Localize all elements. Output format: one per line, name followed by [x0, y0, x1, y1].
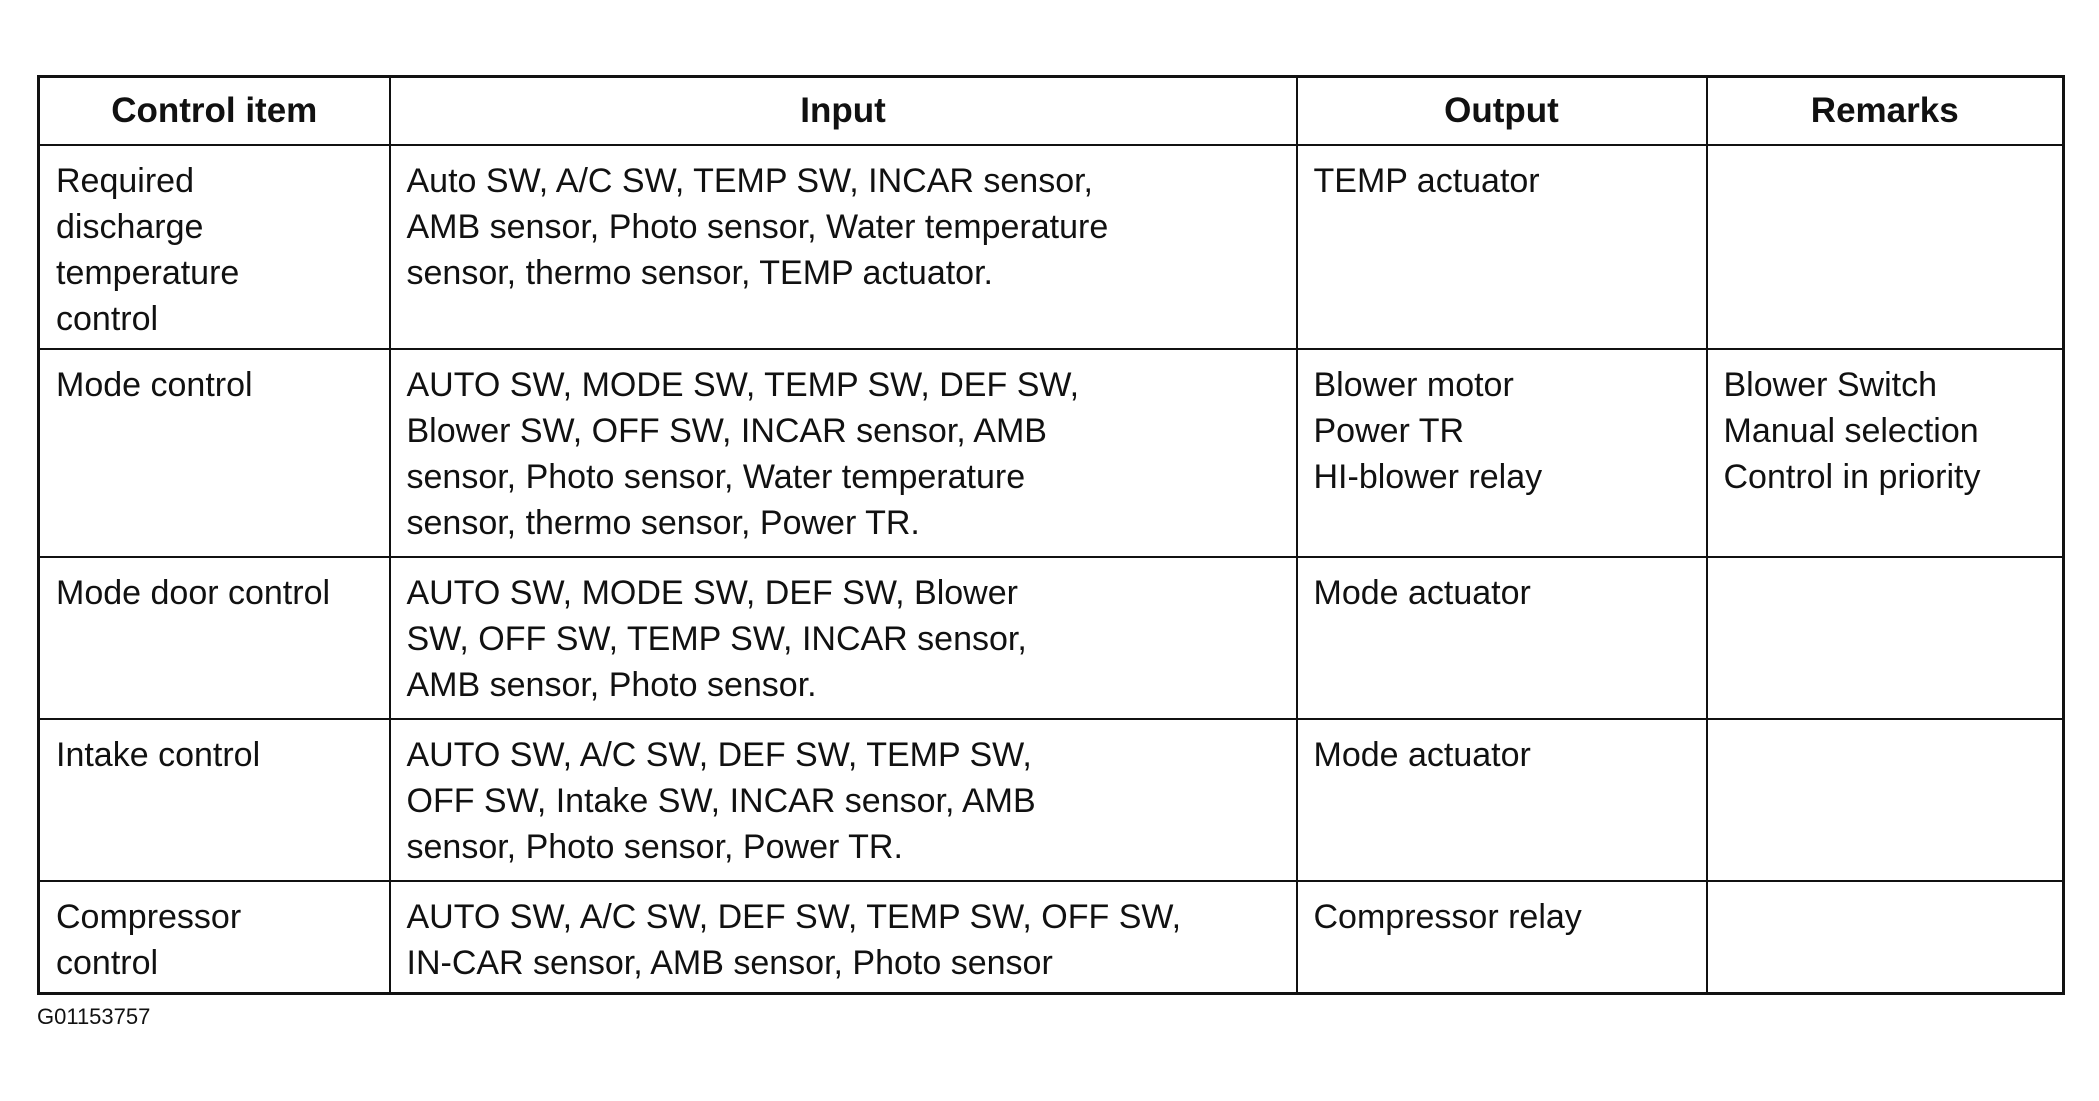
- table-row: [39, 349, 2064, 557]
- cell-input: [390, 557, 1297, 719]
- cell-line: AUTO SW, A/C SW, DEF SW, TEMP SW, OFF SW,: [406, 898, 1182, 936]
- header-output: Output: [1297, 77, 1707, 146]
- cell-input: [390, 145, 1297, 349]
- header-control-item: Control item: [39, 77, 390, 146]
- cell-remarks: [1707, 881, 2064, 994]
- cell-line: SW, OFF SW, TEMP SW, INCAR sensor,: [406, 620, 1027, 658]
- cell-line: Manual selection: [1723, 412, 1979, 450]
- cell-output: [1297, 145, 1707, 349]
- cell-line: OFF SW, Intake SW, INCAR sensor, AMB: [406, 782, 1036, 820]
- cell-output: [1297, 719, 1707, 881]
- cell-line: Required: [56, 162, 194, 200]
- cell-line: AUTO SW, MODE SW, DEF SW, Blower: [406, 574, 1018, 612]
- control-table: [37, 75, 2065, 995]
- cell-line: Mode actuator: [1313, 736, 1531, 774]
- cell-line: TEMP actuator: [1313, 162, 1540, 200]
- cell-line: discharge: [56, 208, 204, 246]
- cell-line: Compressor: [56, 898, 242, 936]
- cell-line: Control in priority: [1723, 458, 1981, 496]
- cell-line: sensor, Photo sensor, Water temperature: [406, 458, 1026, 496]
- cell-line: sensor, Photo sensor, Power TR.: [406, 828, 903, 866]
- cell-line: control: [56, 300, 159, 338]
- table-header-row: [39, 77, 2064, 146]
- cell-control-item: [39, 881, 390, 994]
- cell-output: [1297, 557, 1707, 719]
- table-row: [39, 881, 2064, 994]
- cell-line: Auto SW, A/C SW, TEMP SW, INCAR sensor,: [406, 162, 1094, 200]
- cell-line: temperature: [56, 254, 240, 292]
- cell-remarks: [1707, 349, 2064, 557]
- cell-line: Mode door control: [56, 574, 331, 612]
- cell-control-item: [39, 349, 390, 557]
- cell-remarks: [1707, 557, 2064, 719]
- cell-line: Compressor relay: [1313, 898, 1582, 936]
- cell-output: [1297, 349, 1707, 557]
- cell-line: Mode control: [56, 366, 253, 404]
- cell-output: [1297, 881, 1707, 994]
- cell-remarks: [1707, 145, 2064, 349]
- cell-line: AMB sensor, Photo sensor.: [406, 666, 817, 704]
- cell-input: [390, 881, 1297, 994]
- cell-line: Mode actuator: [1313, 574, 1531, 612]
- header-input: Input: [390, 77, 1297, 146]
- cell-line: IN-CAR sensor, AMB sensor, Photo sensor: [406, 944, 1053, 982]
- cell-line: sensor, thermo sensor, Power TR.: [406, 504, 920, 542]
- cell-line: HI-blower relay: [1313, 458, 1543, 496]
- table-row: [39, 719, 2064, 881]
- table-row: [39, 557, 2064, 719]
- cell-line: AUTO SW, MODE SW, TEMP SW, DEF SW,: [406, 366, 1080, 404]
- cell-control-item: [39, 557, 390, 719]
- cell-line: Intake control: [56, 736, 261, 774]
- cell-control-item: [39, 145, 390, 349]
- cell-remarks: [1707, 719, 2064, 881]
- cell-input: [390, 719, 1297, 881]
- cell-line: Blower motor: [1313, 366, 1514, 404]
- cell-line: AMB sensor, Photo sensor, Water temperature: [406, 208, 1109, 246]
- cell-line: Blower SW, OFF SW, INCAR sensor, AMB: [406, 412, 1047, 450]
- table-row: [39, 145, 2064, 349]
- cell-line: Blower Switch: [1723, 366, 1938, 404]
- cell-line: sensor, thermo sensor, TEMP actuator.: [406, 254, 993, 292]
- header-remarks: Remarks: [1707, 77, 2064, 146]
- cell-line: control: [56, 944, 159, 982]
- cell-line: Power TR: [1313, 412, 1465, 450]
- cell-control-item: [39, 719, 390, 881]
- cell-input: [390, 349, 1297, 557]
- cell-line: AUTO SW, A/C SW, DEF SW, TEMP SW,: [406, 736, 1032, 774]
- figure-id: G01153757: [37, 1004, 151, 1029]
